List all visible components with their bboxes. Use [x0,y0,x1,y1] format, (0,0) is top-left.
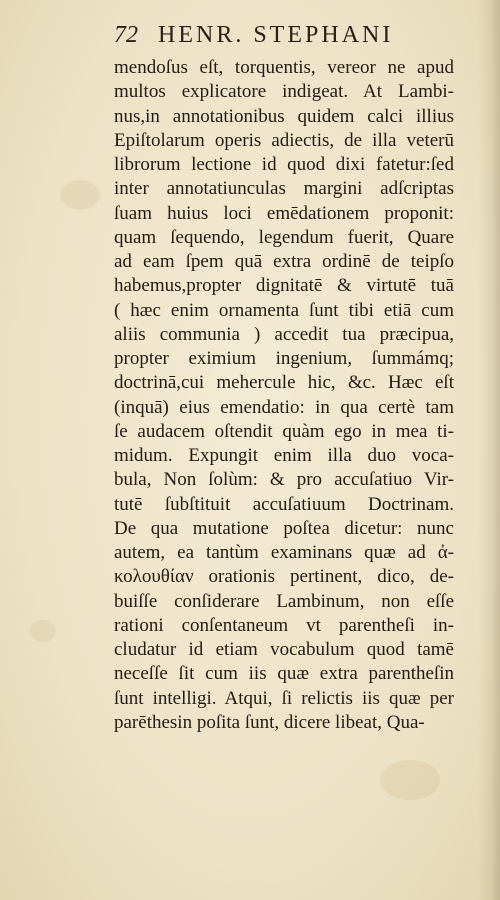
text-line: neceſſe ſit cum iis quæ extra parentheſin [114,663,454,685]
text-line: propter eximium ingenium, ſummámq; [114,348,454,369]
text-line: librorum lectione id quod dixi fatetur:ſed [114,154,454,175]
text-line: mendoſus eſt, torquentis, vereor ne apud [114,57,454,78]
text-line: ad eam ſpem quā extra ordinē de teipſo [114,251,454,272]
text-line: autem, ea tantùm examinans quæ ad ἀ- [114,542,454,563]
page-number: 72 [114,22,138,48]
text-line: aliis communia ) accedit tua præcipua, [114,323,454,345]
text-line: inter annotatiunculas margini adſcriptas [114,178,454,200]
text-line: ſunt intelligi. Atqui, ſi relictis iis quæ per [114,687,454,709]
text-line: rationi conſentaneum vt parentheſi in- [114,614,454,636]
text-line: cludatur id etiam vocabulum quod tamē [114,639,454,660]
text-line: ( hæc enim ornamenta ſunt tibi etiā cum [114,299,454,321]
text-line: Epiſtolarum operis adiectis, de illa veterū [114,129,454,151]
paper-stain [380,760,440,800]
paper-stain [60,180,100,210]
running-head-title: HENR. STEPHANI [158,22,394,48]
text-line: ſe audacem oſtendit quàm ego in mea ti- [114,420,454,442]
text-line: midum. Expungit enim illa duo voca- [114,445,454,466]
text-line: buiſſe conſiderare Lambinum, non eſſe [114,590,454,612]
running-head [114,22,444,56]
text-line: κολουθίαν orationis pertinent, dico, de- [114,566,454,588]
text-line: ſuam huius loci emēdationem proponit: [114,202,454,224]
text-line: De qua mutatione poſtea dicetur: nunc [114,517,454,539]
text-line: nus,in annotationibus quidem calci illius [114,105,454,127]
text-line: habemus,propter dignitatē & virtutē tuā [114,275,454,297]
text-line: quam ſequendo, legendum fuerit, Quare [114,226,454,248]
text-line: parēthesin poſita ſunt, dicere libeat, Qua- [114,711,425,733]
paper-stain [30,620,56,642]
text-line: multos explicatore indigeat. At Lambi- [114,81,454,103]
text-line: tutē ſubſtituit accuſatiuum Doctrinam. [114,493,454,515]
body-text [114,56,454,735]
text-line: bula, Non ſolùm: & pro accuſatiuo Vir- [114,469,454,491]
text-line: (inquā) eius emendatio: in qua certè tam [114,396,454,418]
page-edge-shadow [478,0,500,900]
text-line: doctrinā,cui mehercule hic, &c. Hæc eſt [114,372,454,394]
